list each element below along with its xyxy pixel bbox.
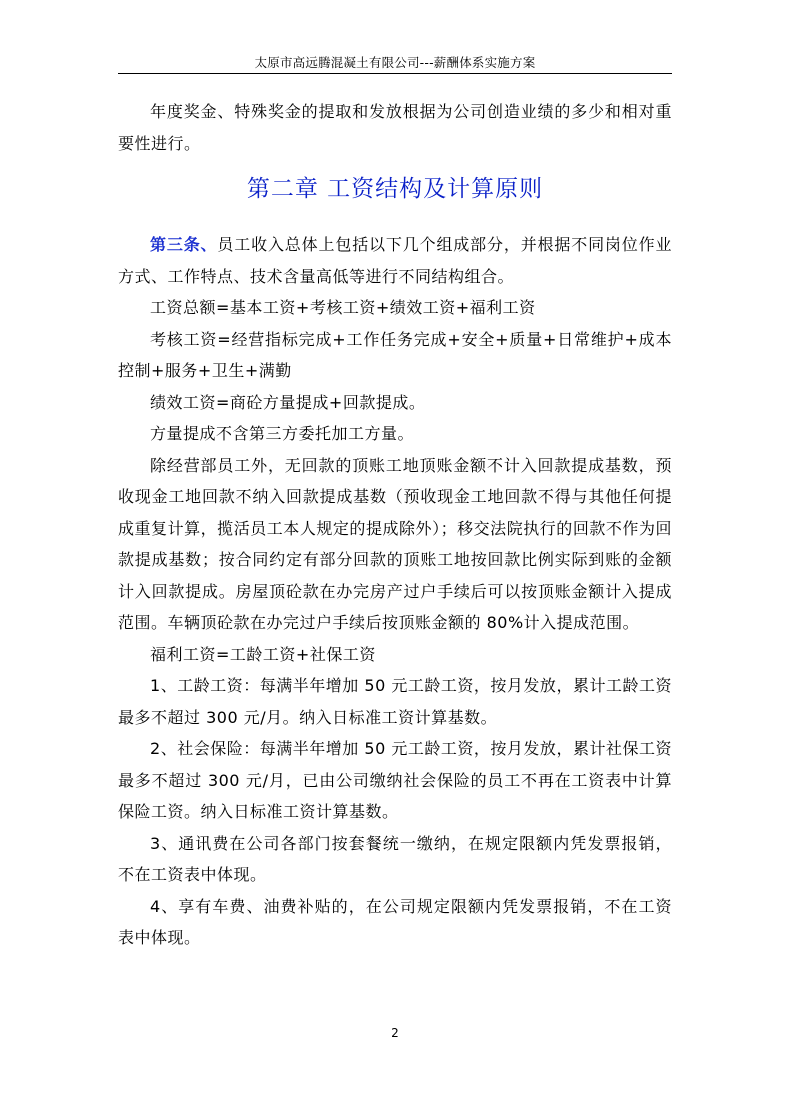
paragraph-communication-fee: 3、通讯费在公司各部门按套餐统一缴纳，在规定限额内凭发票报销，不在工资表中体现。: [118, 833, 672, 884]
paragraph-welfare-salary: 福利工资=工龄工资+社保工资: [150, 644, 376, 664]
chapter-title: 第二章 工资结构及计算原则: [246, 176, 544, 202]
intro-section: [118, 96, 672, 159]
header-divider: [118, 73, 672, 74]
paragraph-seniority-pay: 1、工龄工资：每满半年增加 50 元工龄工资，按月发放，累计工龄工资最多不超过 300 元/月。纳入日标准工资计算基数。: [118, 676, 672, 727]
article-text: 员工收入总体上包括以下几个组成部分，并根据不同岗位作业方式、工作特点、技术含量高低等进行不同结构组合。: [118, 235, 672, 286]
intro-paragraph: 年度奖金、特殊奖金的提取和发放根据为公司创造业绩的多少和相对重要性进行。: [118, 102, 672, 153]
paragraph-assessment-salary: 考核工资=经营指标完成+工作任务完成+安全+质量+日常维护+成本控制+服务+卫生+满勤: [118, 329, 672, 380]
article-label: 第三条、: [150, 235, 218, 254]
page-header: 太原市高远腾混凝土有限公司---薪酬体系实施方案: [254, 55, 536, 70]
paragraph-salary-total: 工资总额=基本工资+考核工资+绩效工资+福利工资: [150, 298, 536, 317]
paragraph-volume-commission: 方量提成不含第三方委托加工方量。: [150, 424, 415, 443]
page-number: 2: [391, 1026, 399, 1040]
paragraph-performance-salary: 绩效工资=商砼方量提成+回款提成。: [150, 392, 426, 412]
paragraph-social-insurance: 2、社会保险：每满半年增加 50 元工龄工资，按月发放，累计社保工资最多不超过 300 元/月，已由公司缴纳社会保险的员工不再在工资表中计算保险工资。纳入日标准工资计算基数。: [118, 739, 672, 821]
paragraph-vehicle-allowance: 4、享有车费、油费补贴的，在公司规定限额内凭发票报销，不在工资表中体现。: [118, 896, 672, 947]
article-paragraph: [118, 229, 672, 292]
paragraph-collection-rules: 除经营部员工外，无回款的顶账工地顶账金额不计入回款提成基数，预收现金工地回款不纳入回款提成基数（预收现金工地回款不得与其他任何提成重复计算，揽活员工本人规定的提成除外）；移交法院执行的回款不作为回款提成基数；按合同约定有部分回款的顶账工地按回款比例实际到账的金额计入回款提成。房屋顶砼款在办完房产过户手续后可以按顶账金额计入提成范围。车辆顶砼款在办完过户手续后按顶账金额的 80%计入提成范围。: [118, 455, 672, 632]
main-content: [118, 229, 672, 954]
